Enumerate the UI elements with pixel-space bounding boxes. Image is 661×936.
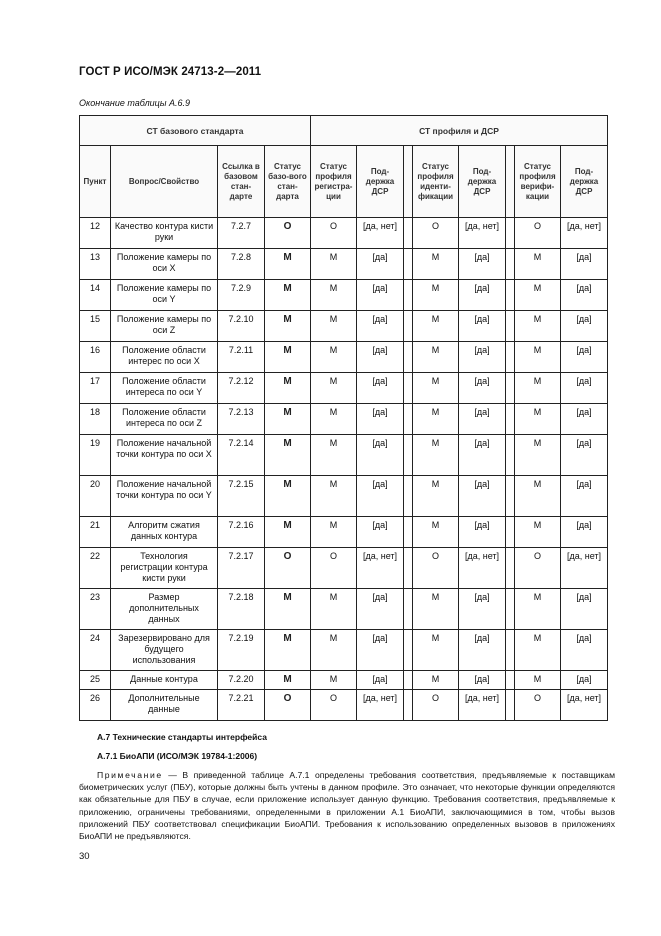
cell-question: Технология регистрации контура кисти руки (111, 548, 218, 589)
cell-ver-support: [да] (561, 671, 608, 690)
cell-base-status: M (265, 476, 311, 517)
cell-reg-status: M (311, 435, 357, 476)
cell-question: Положение начальной точки контура по оси X (111, 435, 218, 476)
cell-reg-support: [да] (357, 671, 404, 690)
cell-id-support: [да] (459, 404, 506, 435)
column-gap (404, 249, 413, 280)
cell-ver-status: M (515, 630, 561, 671)
cell-ver-status: M (515, 476, 561, 517)
note-paragraph (79, 769, 615, 842)
cell-ver-support: [да, нет] (561, 218, 608, 249)
cell-id-status: O (413, 690, 459, 721)
cell-item: 20 (80, 476, 111, 517)
cell-ver-support: [да] (561, 311, 608, 342)
cell-reg-status: M (311, 342, 357, 373)
cell-id-support: [да] (459, 373, 506, 404)
cell-ref: 7.2.16 (218, 517, 265, 548)
cell-ver-status: M (515, 342, 561, 373)
cell-id-support: [да] (459, 476, 506, 517)
col-item-header: Пункт (80, 146, 111, 218)
cell-id-support: [да] (459, 435, 506, 476)
cell-ver-support: [да] (561, 630, 608, 671)
section-a7-heading: А.7 Технические стандарты интерфейса (97, 732, 267, 742)
cell-question: Качество контура кисти руки (111, 218, 218, 249)
table-caption: Окончание таблицы А.6.9 (79, 98, 190, 108)
column-gap (404, 404, 413, 435)
column-gap (404, 342, 413, 373)
cell-base-status: M (265, 342, 311, 373)
cell-item: 16 (80, 342, 111, 373)
cell-ref: 7.2.13 (218, 404, 265, 435)
table-row (80, 671, 608, 690)
cell-base-status: M (265, 404, 311, 435)
base-standard-group-header: СТ базового стандарта (80, 116, 311, 146)
cell-ver-support: [да] (561, 517, 608, 548)
column-gap (404, 548, 413, 589)
table-row (80, 548, 608, 589)
cell-ver-support: [да, нет] (561, 548, 608, 589)
cell-base-status: M (265, 517, 311, 548)
cell-reg-status: M (311, 671, 357, 690)
cell-ref: 7.2.10 (218, 311, 265, 342)
profile-group-header: СТ профиля и ДСР (311, 116, 608, 146)
cell-item: 23 (80, 589, 111, 630)
table-row (80, 342, 608, 373)
column-gap (506, 342, 515, 373)
column-gap (404, 517, 413, 548)
cell-ref: 7.2.7 (218, 218, 265, 249)
cell-base-status: M (265, 249, 311, 280)
cell-ver-status: O (515, 690, 561, 721)
cell-ver-support: [да] (561, 373, 608, 404)
column-gap (506, 249, 515, 280)
table-row (80, 311, 608, 342)
cell-ref: 7.2.9 (218, 280, 265, 311)
table-row (80, 404, 608, 435)
cell-ref: 7.2.20 (218, 671, 265, 690)
cell-id-status: M (413, 517, 459, 548)
column-gap (506, 630, 515, 671)
col-ver-support-header: Под-держка ДСР (561, 146, 608, 218)
column-gap (506, 311, 515, 342)
cell-ref: 7.2.14 (218, 435, 265, 476)
col-question-header: Вопрос/Свойство (111, 146, 218, 218)
cell-base-status: M (265, 589, 311, 630)
col-base-status-header: Статус базо-вого стан-дарта (265, 146, 311, 218)
cell-base-status: O (265, 218, 311, 249)
cell-id-status: M (413, 476, 459, 517)
cell-id-support: [да] (459, 249, 506, 280)
col-reg-support-header: Под-держка ДСР (357, 146, 404, 218)
cell-base-status: M (265, 311, 311, 342)
cell-base-status: M (265, 435, 311, 476)
cell-id-support: [да] (459, 342, 506, 373)
cell-ver-support: [да] (561, 589, 608, 630)
cell-id-support: [да] (459, 671, 506, 690)
table-row (80, 218, 608, 249)
cell-reg-support: [да] (357, 630, 404, 671)
cell-question: Положение начальной точки контура по оси Y (111, 476, 218, 517)
column-gap (404, 476, 413, 517)
column-gap (404, 373, 413, 404)
cell-item: 13 (80, 249, 111, 280)
cell-base-status: M (265, 280, 311, 311)
column-gap (506, 404, 515, 435)
cell-reg-support: [да] (357, 435, 404, 476)
cell-question: Положение области интереса по оси Y (111, 373, 218, 404)
column-gap (404, 311, 413, 342)
cell-id-support: [да, нет] (459, 690, 506, 721)
cell-question: Размер дополнительных данных (111, 589, 218, 630)
table-row (80, 435, 608, 476)
cell-id-status: O (413, 548, 459, 589)
cell-question: Положение камеры по оси Y (111, 280, 218, 311)
cell-id-status: M (413, 589, 459, 630)
cell-item: 24 (80, 630, 111, 671)
column-gap (506, 280, 515, 311)
cell-reg-status: M (311, 404, 357, 435)
conformance-table (79, 115, 608, 721)
cell-question: Положение области интереса по оси Z (111, 404, 218, 435)
cell-item: 22 (80, 548, 111, 589)
col-ver-status-header: Статус профиля верифи-кации (515, 146, 561, 218)
cell-id-status: M (413, 249, 459, 280)
table-row (80, 373, 608, 404)
note-label: Примечание (97, 770, 163, 780)
cell-id-support: [да] (459, 630, 506, 671)
cell-ref: 7.2.15 (218, 476, 265, 517)
cell-id-support: [да] (459, 280, 506, 311)
cell-question: Зарезервировано для будущего использования (111, 630, 218, 671)
cell-reg-status: M (311, 476, 357, 517)
cell-reg-support: [да] (357, 249, 404, 280)
cell-ver-status: M (515, 249, 561, 280)
col-id-support-header: Под-держка ДСР (459, 146, 506, 218)
table-row (80, 517, 608, 548)
col-reg-status-header: Статус профиля регистра-ции (311, 146, 357, 218)
cell-question: Алгоритм сжатия данных контура (111, 517, 218, 548)
cell-base-status: M (265, 671, 311, 690)
table-row (80, 690, 608, 721)
cell-reg-status: O (311, 218, 357, 249)
cell-ver-support: [да, нет] (561, 690, 608, 721)
cell-reg-status: M (311, 249, 357, 280)
cell-id-support: [да] (459, 589, 506, 630)
cell-ver-status: M (515, 589, 561, 630)
document-title: ГОСТ Р ИСО/МЭК 24713-2—2011 (79, 66, 262, 78)
cell-item: 21 (80, 517, 111, 548)
column-gap (404, 690, 413, 721)
cell-base-status: M (265, 373, 311, 404)
cell-ver-status: M (515, 373, 561, 404)
cell-id-status: M (413, 373, 459, 404)
cell-id-status: O (413, 218, 459, 249)
cell-ver-support: [да] (561, 249, 608, 280)
cell-ver-status: O (515, 548, 561, 589)
cell-item: 15 (80, 311, 111, 342)
cell-ver-status: O (515, 218, 561, 249)
cell-ver-status: M (515, 311, 561, 342)
cell-ver-status: M (515, 435, 561, 476)
cell-id-support: [да] (459, 311, 506, 342)
column-gap (506, 589, 515, 630)
cell-reg-support: [да] (357, 517, 404, 548)
table-row (80, 476, 608, 517)
cell-reg-status: O (311, 548, 357, 589)
column-gap (404, 671, 413, 690)
col-ref-header: Ссылка в базовом стан-дарте (218, 146, 265, 218)
column-gap (404, 280, 413, 311)
cell-ver-status: M (515, 280, 561, 311)
cell-item: 17 (80, 373, 111, 404)
cell-id-status: M (413, 671, 459, 690)
cell-reg-support: [да] (357, 476, 404, 517)
cell-item: 14 (80, 280, 111, 311)
cell-question: Положение области интерес по оси X (111, 342, 218, 373)
cell-ref: 7.2.12 (218, 373, 265, 404)
col-id-status-header: Статус профиля иденти-фикации (413, 146, 459, 218)
column-gap (404, 589, 413, 630)
cell-reg-support: [да] (357, 373, 404, 404)
table-row (80, 630, 608, 671)
cell-ref: 7.2.19 (218, 630, 265, 671)
group-header-row (80, 116, 608, 146)
cell-ver-support: [да] (561, 280, 608, 311)
cell-ref: 7.2.21 (218, 690, 265, 721)
cell-ver-support: [да] (561, 342, 608, 373)
column-gap (404, 630, 413, 671)
cell-id-status: M (413, 342, 459, 373)
cell-id-status: M (413, 435, 459, 476)
cell-reg-status: M (311, 311, 357, 342)
cell-item: 19 (80, 435, 111, 476)
cell-ver-status: M (515, 671, 561, 690)
cell-reg-status: M (311, 373, 357, 404)
cell-reg-status: M (311, 517, 357, 548)
cell-ver-support: [да] (561, 404, 608, 435)
cell-item: 26 (80, 690, 111, 721)
cell-item: 18 (80, 404, 111, 435)
cell-id-status: M (413, 630, 459, 671)
cell-base-status: O (265, 548, 311, 589)
cell-ref: 7.2.8 (218, 249, 265, 280)
column-gap (506, 671, 515, 690)
column-gap (506, 435, 515, 476)
section-a71-heading: А.7.1 БиоАПИ (ИСО/МЭК 19784-1:2006) (97, 751, 258, 761)
column-gap (506, 146, 515, 218)
cell-ver-status: M (515, 404, 561, 435)
cell-ver-support: [да] (561, 435, 608, 476)
cell-ref: 7.2.18 (218, 589, 265, 630)
column-gap (506, 373, 515, 404)
cell-id-status: M (413, 280, 459, 311)
column-gap (506, 476, 515, 517)
column-header-row (80, 146, 608, 218)
cell-base-status: O (265, 690, 311, 721)
column-gap (404, 435, 413, 476)
cell-reg-status: O (311, 690, 357, 721)
cell-id-status: M (413, 404, 459, 435)
cell-id-support: [да, нет] (459, 218, 506, 249)
cell-reg-support: [да] (357, 589, 404, 630)
cell-id-support: [да] (459, 517, 506, 548)
cell-id-support: [да, нет] (459, 548, 506, 589)
cell-reg-support: [да] (357, 404, 404, 435)
cell-question: Положение камеры по оси Z (111, 311, 218, 342)
table-row (80, 589, 608, 630)
cell-reg-status: M (311, 589, 357, 630)
cell-reg-support: [да, нет] (357, 218, 404, 249)
cell-reg-support: [да] (357, 342, 404, 373)
table-row (80, 280, 608, 311)
cell-question: Данные контура (111, 671, 218, 690)
column-gap (506, 218, 515, 249)
cell-reg-support: [да] (357, 280, 404, 311)
cell-reg-support: [да] (357, 311, 404, 342)
cell-id-status: M (413, 311, 459, 342)
cell-question: Положение камеры по оси X (111, 249, 218, 280)
table-row (80, 249, 608, 280)
cell-question: Дополнительные данные (111, 690, 218, 721)
cell-ver-support: [да] (561, 476, 608, 517)
column-gap (506, 690, 515, 721)
cell-item: 25 (80, 671, 111, 690)
cell-ref: 7.2.11 (218, 342, 265, 373)
column-gap (506, 548, 515, 589)
cell-base-status: M (265, 630, 311, 671)
note-text: — В приведенной таблице А.7.1 определены требования соответствия, предъявляемые к поставщикам биометрических услуг (ПБУ), которые должны быть учтены в данном профиле. Это означает, что некоторые функции определяются как обязательные для ПБУ в случае, если приложение использует данную функцию. Требования соответствия, предъявляемые к приложению, ограничены требованиями, определенными в приложении А.1 БиоАПИ, заключающимися в том, чтобы вызов приложений ПБУ соответствовал спецификации БиоАПИ. Требования к использованию определенных вызовов в приложениях БиоАПИ не предъявляются. (79, 770, 615, 842)
cell-ref: 7.2.17 (218, 548, 265, 589)
column-gap (404, 218, 413, 249)
page-number: 30 (79, 851, 90, 862)
cell-reg-status: M (311, 630, 357, 671)
column-gap (404, 146, 413, 218)
cell-item: 12 (80, 218, 111, 249)
column-gap (506, 517, 515, 548)
cell-ver-status: M (515, 517, 561, 548)
cell-reg-support: [да, нет] (357, 548, 404, 589)
cell-reg-status: M (311, 280, 357, 311)
cell-reg-support: [да, нет] (357, 690, 404, 721)
